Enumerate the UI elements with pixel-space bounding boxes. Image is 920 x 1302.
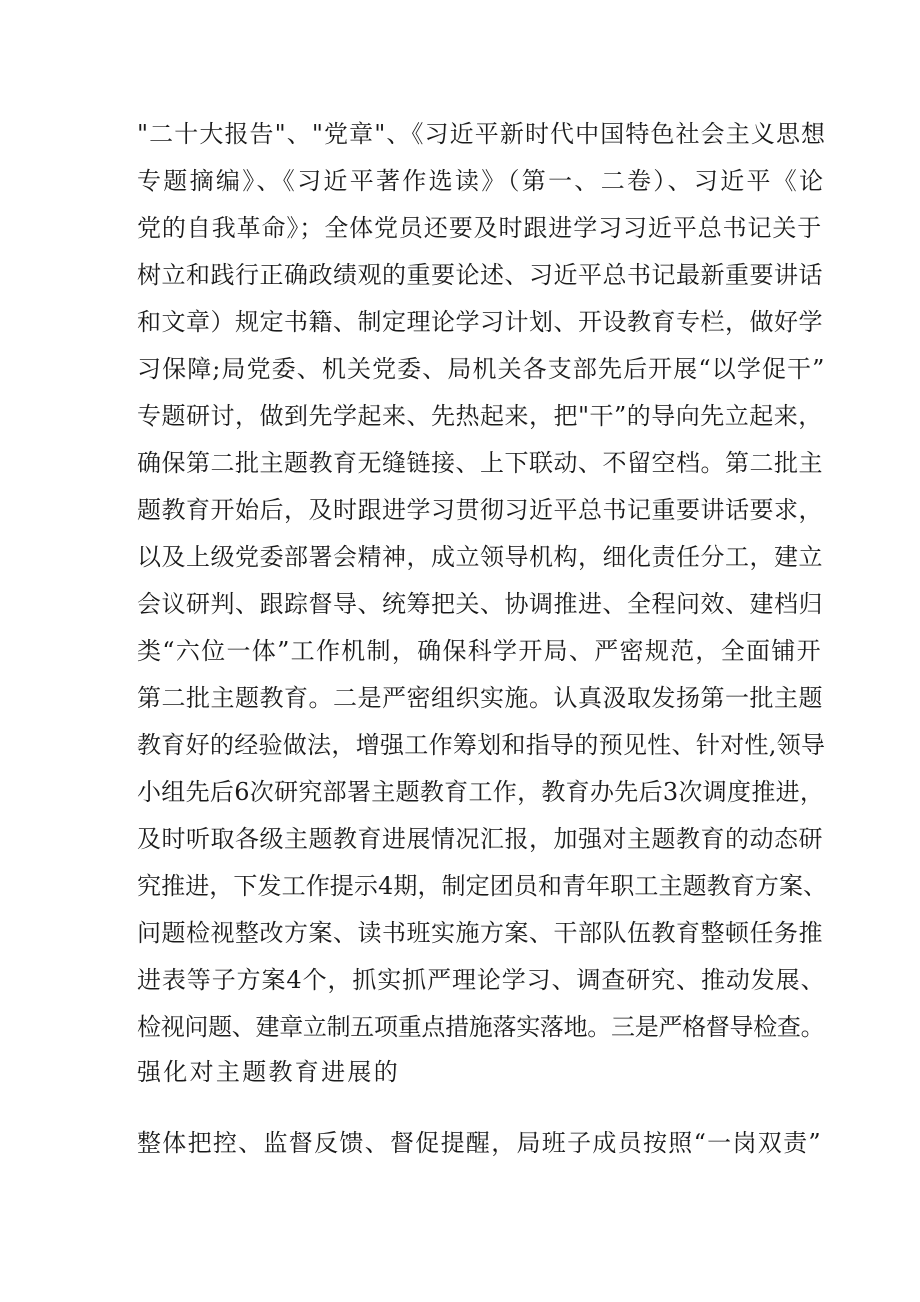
text-line: 专题研讨，做到先学起来、先热起来，把"干”的导向先立起来， — [137, 402, 823, 430]
text-line: 确保第二批主题教育无缝链接、上下联动、不留空档。第二批主 — [137, 449, 823, 477]
text-line: 小组先后6次研究部署主题教育工作，教育办先后3次调度推进， — [137, 778, 825, 806]
text-line: 检视问题、建章立制五项重点措施落实落地。三是严格督导检查。 — [137, 1013, 825, 1041]
text-line: 以及上级党委部署会精神，成立领导机构，细化责任分工，建立 — [137, 543, 823, 571]
text-line: 教育好的经验做法，增强工作筹划和指导的预见性、针对性,领导 — [137, 731, 826, 759]
text-line: 党的自我革命》；全体党员还要及时跟进学习习近平总书记关于 — [137, 214, 823, 242]
text-line: 会议研判、跟踪督导、统筹把关、协调推进、全程问效、建档归 — [137, 590, 823, 618]
text-line: 进表等子方案4个，抓实抓严理论学习、调查研究、推动发展、 — [137, 966, 826, 994]
text-line: 及时听取各级主题教育进展情况汇报，加强对主题教育的动态研 — [137, 825, 823, 853]
text-line: 类“六位一体”工作机制，确保科学开局、严密规范，全面铺开 — [137, 637, 822, 665]
text-line: 第二批主题教育。二是严密组织实施。认真汲取发扬第一批主题 — [137, 684, 823, 712]
text-line: 整体把控、监督反馈、督促提醒，局班子成员按照“一岗双责” — [137, 1129, 822, 1157]
text-line: 强化对主题教育进展的 — [137, 1058, 400, 1086]
text-line: 习保障;局党委、机关党委、局机关各支部先后开展“以学促干” — [137, 355, 826, 383]
text-line: 究推进，下发工作提示4期，制定团员和青年职工主题教育方案、 — [137, 872, 828, 900]
text-line: 题教育开始后，及时跟进学习贯彻习近平总书记重要讲话要求， — [137, 496, 823, 524]
text-line: 树立和践行正确政绩观的重要论述、习近平总书记最新重要讲话 — [137, 261, 823, 289]
text-line: 和文章）规定书籍、制定理论学习计划、开设教育专栏，做好学 — [137, 308, 823, 336]
text-line: 专题摘编》、《习近平著作选读》（第一、二卷）、习近平《论 — [137, 167, 826, 195]
text-line: "二十大报告"、"党章"、《习近平新时代中国特色社会主义思想 — [137, 120, 827, 148]
text-line: 问题检视整改方案、读书班实施方案、干部队伍教育整顿任务推 — [137, 919, 823, 947]
